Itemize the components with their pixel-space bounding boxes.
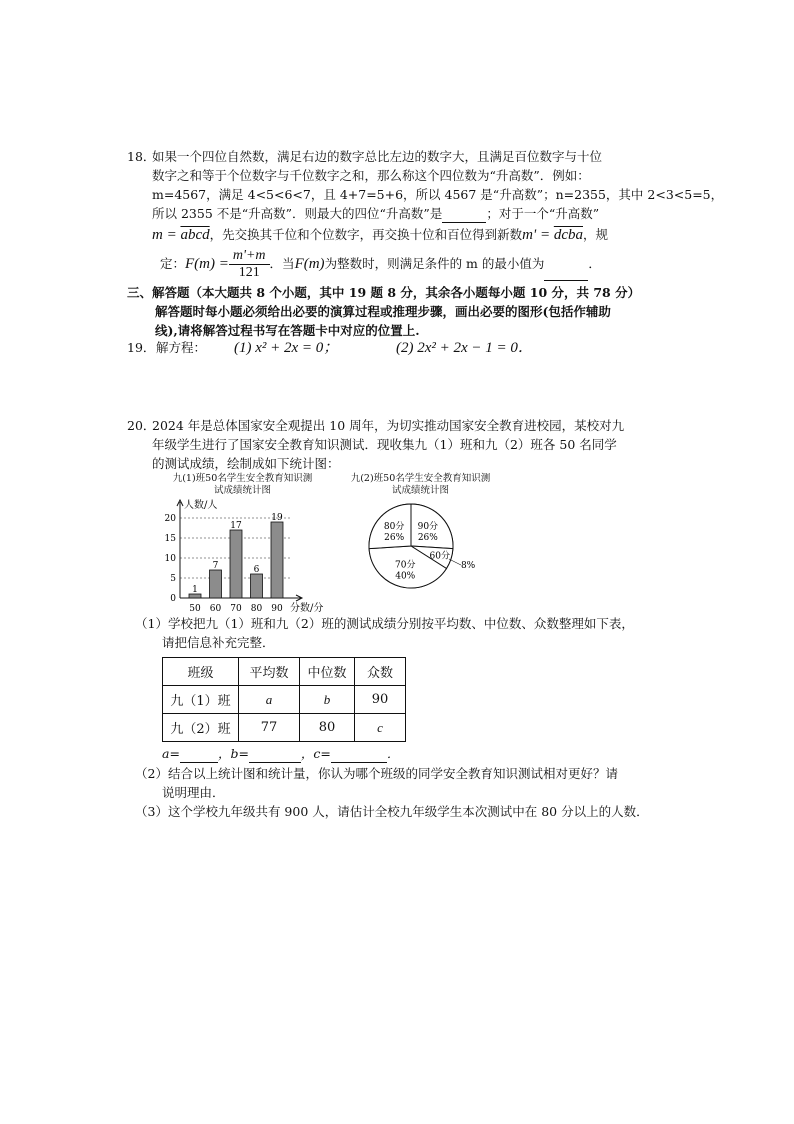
q19-label: 解方程： [156,340,207,355]
table-header-row [163,658,406,686]
table-header-cell: 平均数 [239,658,300,686]
q20-number: 20． [127,418,156,433]
table-cell: 80 [300,714,355,742]
q20-line-1: 2024 年是总体国家安全观提出 10 周年，为切实推动国家安全教育进校园，某校对九 [152,418,625,433]
answer-blanks-line [162,745,399,763]
answer-blank-c [331,749,387,763]
pie-slice-pct: 40% [395,571,416,582]
pie-slice-pct: 26% [417,533,438,544]
bar-chart [150,496,345,614]
table-cell: c [355,714,406,742]
blank-a-label: a= [162,746,180,761]
table-header-cell: 中位数 [300,658,355,686]
q18-line-4 [152,205,599,223]
y-tick-label: 0 [170,594,176,604]
math-abcd: abcd [180,227,210,243]
q18-line-4-text-b: ；对于一个“升高数” [486,206,600,221]
fraction [229,248,270,281]
x-tick-label: 80 [250,604,263,614]
bar [251,574,263,598]
blank-c-label: ，c= [300,746,331,761]
pie-slice-pct: 8% [460,560,476,571]
q18-line-6-text-a: 定： [160,256,186,271]
y-tick-label: 5 [170,574,176,584]
blank-b-label: ，b= [217,746,249,761]
bar-chart-title [160,473,325,497]
q18-line-5-text-a: ，先交换其千位和个位数字，再交换十位和百位得到新数 [209,227,523,242]
q19-equation-1: (1) x² + 2x = 0； [234,340,339,356]
fraction-denominator: 121 [238,265,260,280]
bar-value-label: 19 [271,513,283,523]
pie-slice-label: 90分 [417,522,439,533]
bar-chart-title-line-2: 试成绩统计图 [213,485,271,496]
section-3-line-2: 解答题时每小题必须给出必要的演算过程或推理步骤，画出必要的图形(包括作辅助 [155,304,611,319]
bar-value-label: 7 [212,561,219,571]
q20-part-1-line-2: 请把信息补充完整． [162,635,275,650]
pie-slice-pct: 26% [384,533,405,544]
x-tick-label: 90 [271,604,283,614]
q20-part-2-line-1: （2）结合以上统计图和统计量，你认为哪个班级的同学安全教育知识测试相对更好？请 [135,766,618,781]
bar-value-label: 1 [192,585,198,595]
q18-number: 18． [127,149,156,164]
stats-table [162,657,406,742]
y-tick-label: 15 [164,534,176,544]
math-F-m-def: F(m) = [185,256,229,272]
q18-line-5 [152,226,608,244]
math-dcba: dcba [553,227,583,243]
q18-line-6-text-c: 为整数时，则满足条件的 m 的最小值为 [324,256,545,271]
bar-value-label: 6 [253,565,260,575]
y-axis-label: 人数/人 [184,500,218,511]
section-3-line-3: 线),请将解答过程书写在答题卡中对应的位置上. [155,323,420,338]
x-tick-label: 60 [209,604,222,614]
table-row [163,686,406,714]
table-cell: 77 [239,714,300,742]
q19-equation-2: (2) 2x² + 2x − 1 = 0． [396,340,533,356]
q18-line-6-text-b: ．当 [269,256,295,271]
answer-blank-a [180,749,218,763]
table-header-cell: 班级 [163,658,239,686]
pie-chart-title-line-1: 九(2)班50名学生安全教育知识测 [350,473,491,484]
fraction-numerator: m'+m [229,248,270,265]
q18-line-2: 数字之和等于个位数字与千位数字之和，那么称这个四位数为“升高数”．例如： [152,168,590,183]
x-tick-label: 50 [189,604,201,614]
q18-line-6-text-d: ． [588,256,601,271]
section-3-heading: 三、解答题（本大题共 8 个小题，其中 19 题 8 分，其余各小题每小题 10 分，共 78 分） [127,285,641,300]
pie-chart [355,496,495,596]
q20-part-2-line-2: 说明理由． [162,785,225,800]
blank-end: ． [386,746,400,761]
y-tick-label: 10 [164,554,176,564]
table-header-cell: 众数 [355,658,406,686]
q18-line-6 [160,247,601,281]
q20-part-3: （3）这个学校九年级共有 900 人，请估计全校九年级学生本次测试中在 80 分以上的人数． [135,804,649,819]
pie-slice-label: 70分 [395,560,416,571]
bar-value-label: 17 [230,521,242,531]
table-cell: 九（2）班 [163,714,239,742]
table-cell: b [300,686,355,714]
q18-line-3: m=4567，满足 4<5<6<7，且 4+7=5+6，所以 4567 是“升高数”；n=2355，其中 2<3<5=5， [152,187,724,202]
q19-number: 19． [127,340,156,355]
q20-line-3: 的测试成绩，绘制成如下统计图： [152,456,340,471]
answer-blank-largest-number [442,209,486,223]
pie-slice-label: 80分 [383,522,405,533]
x-axis-label: 分数/分 [290,603,324,614]
x-tick-label: 70 [230,604,242,614]
math-F-m: F(m) [294,256,325,272]
bar [210,570,222,598]
bar-chart-title-line-1: 九(1)班50名学生安全教育知识测 [172,473,313,484]
math-m-prime-equals: m' = [522,227,554,243]
table-cell: 90 [355,686,406,714]
bar [271,522,283,598]
pie-chart-title-line-2: 试成绩统计图 [391,485,449,496]
math-m-equals: m = [152,227,181,243]
q20-line-2: 年级学生进行了国家安全教育知识测试．现收集九（1）班和九（2）班各 50 名同学 [152,437,617,452]
q18-line-1: 如果一个四位自然数，满足右边的数字总比左边的数字大，且满足百位数字与十位 [152,149,603,164]
pie-slice-label: 60分 [429,551,450,562]
pie-chart-title [338,473,503,497]
y-tick-label: 20 [164,514,176,524]
table-cell: 九（1）班 [163,686,239,714]
q20-part-1-line-1: （1）学校把九（1）班和九（2）班的测试成绩分别按平均数、中位数、众数整理如下表， [135,616,634,631]
answer-blank-b [249,749,301,763]
bar [230,530,242,598]
answer-blank-min-m [544,267,588,281]
table-cell: a [239,686,300,714]
table-row [163,714,406,742]
q18-line-5-text-b: ，规 [583,227,609,242]
q18-line-4-text-a: 所以 2355 不是“升高数”．则最大的四位“升高数”是 [152,206,443,221]
pie-leader-line [449,559,461,565]
